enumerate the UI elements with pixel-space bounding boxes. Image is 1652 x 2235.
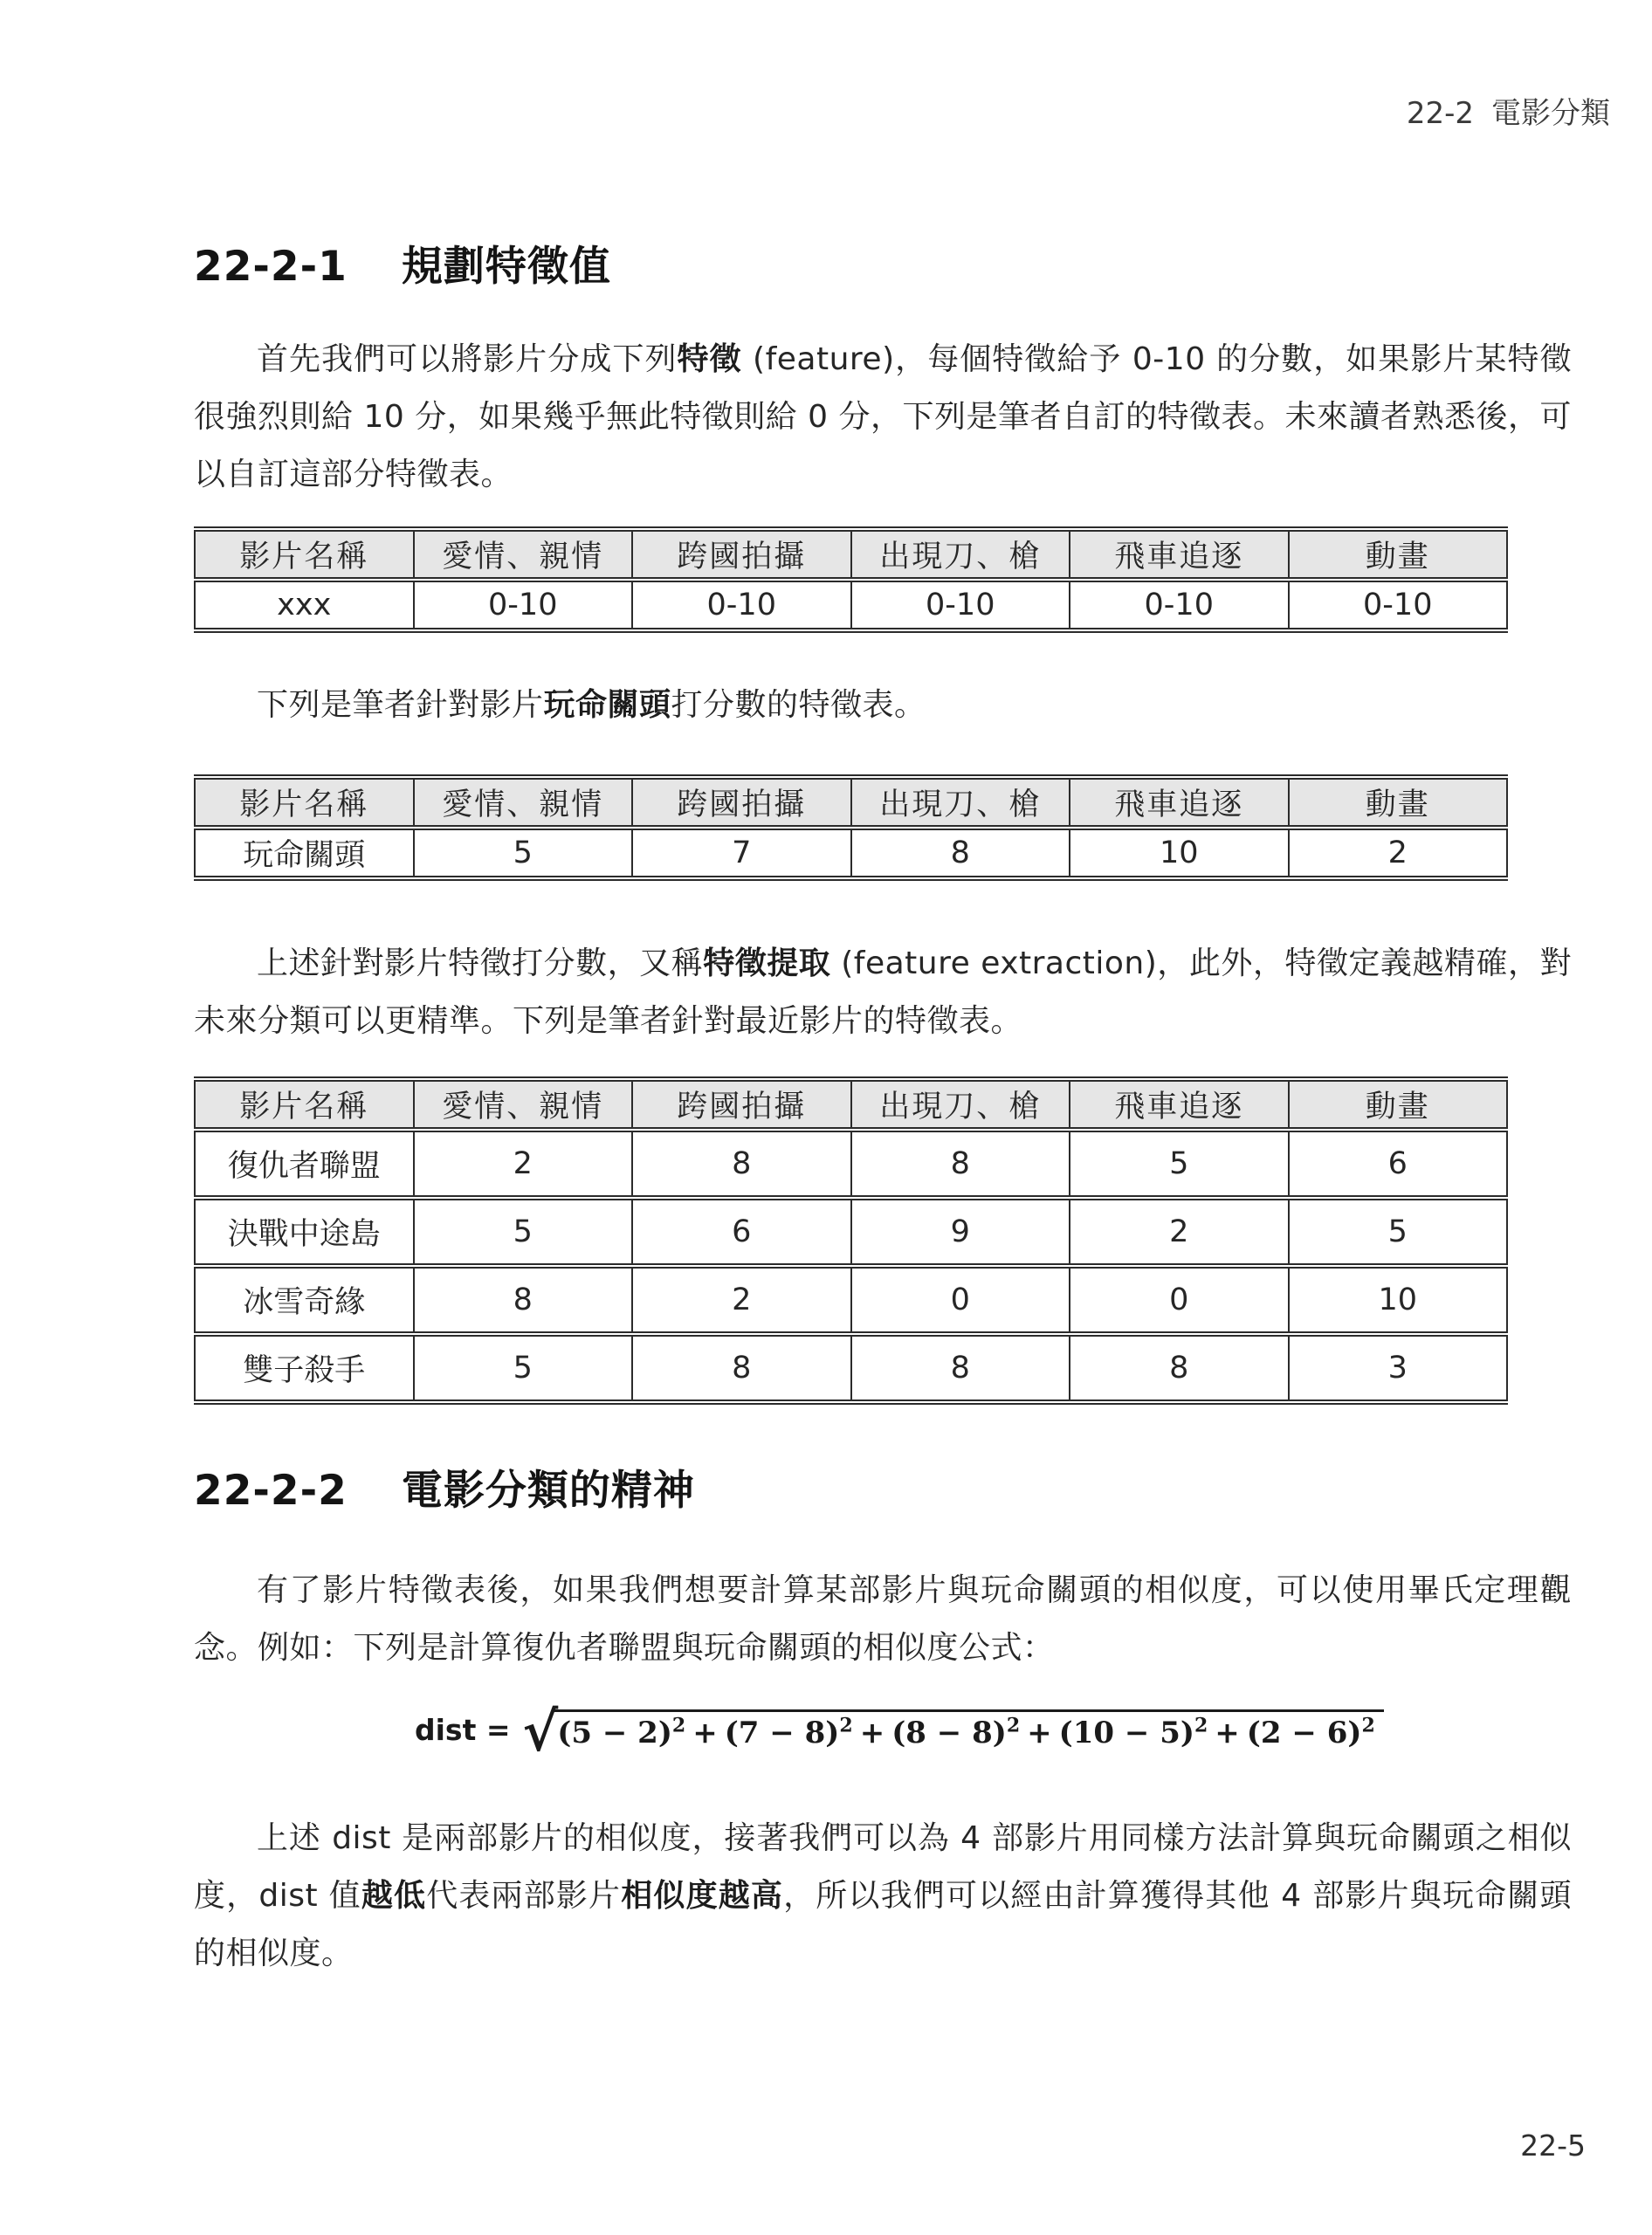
- paragraph-feature-intro: [194, 331, 1572, 504]
- column-header: 跨國拍攝: [632, 529, 851, 580]
- bold-text-run: 玩命關頭: [543, 687, 671, 723]
- score-cell: 8: [1070, 1334, 1289, 1402]
- score-cell: 0-10: [1289, 580, 1508, 630]
- column-header: 飛車追逐: [1070, 1079, 1289, 1130]
- running-header-section-title: 電影分類: [1491, 96, 1610, 131]
- bold-text-run: 特徵: [677, 341, 742, 377]
- formula-exponent: 2: [671, 1714, 686, 1737]
- table-row: [195, 580, 1507, 630]
- text-run: ，所以我們可以經由計算獲得其他 4 部影片與玩命關頭的相似度。: [194, 1878, 1572, 1971]
- score-cell: 9: [851, 1198, 1070, 1266]
- bold-text-run: 相似度越高: [621, 1878, 784, 1914]
- score-cell: 8: [851, 1130, 1070, 1198]
- score-cell: 6: [632, 1198, 851, 1266]
- score-cell: 8: [414, 1266, 633, 1334]
- formula-term: (10 − 5): [1058, 1715, 1194, 1750]
- plus-operator: +: [1027, 1715, 1052, 1750]
- score-cell: 0-10: [851, 580, 1070, 630]
- running-header-section-number: 22-2: [1406, 96, 1474, 131]
- movie-name-cell: 雙子殺手: [195, 1334, 414, 1402]
- score-cell: 5: [1070, 1130, 1289, 1198]
- table-header-row: [195, 529, 1507, 580]
- column-header: 愛情、親情: [414, 529, 633, 580]
- formula-lhs: dist =: [415, 1712, 511, 1747]
- score-cell: 0-10: [1070, 580, 1289, 630]
- text-run: (feature)，每個特徵給予 0-10 的分數，如果影片某特徵很強烈則給 10 分，如果幾乎無此特徵則給 0 分，下列是筆者自訂的特徵表。未來讀者熟悉後，可以自訂這部分特徵表。: [194, 341, 1572, 492]
- column-header: 影片名稱: [195, 1079, 414, 1130]
- score-cell: 0: [1070, 1266, 1289, 1334]
- score-cell: 2: [414, 1130, 633, 1198]
- page-content: [194, 0, 1572, 1983]
- table-row: [195, 1266, 1507, 1334]
- table-row: [195, 1130, 1507, 1198]
- plus-operator: +: [692, 1715, 718, 1750]
- paragraph-similarity-intro: [194, 1562, 1572, 1677]
- score-cell: 8: [851, 828, 1070, 878]
- movie-name-cell: 玩命關頭: [195, 828, 414, 878]
- score-cell: 10: [1070, 828, 1289, 878]
- column-header: 動畫: [1289, 777, 1508, 828]
- section-heading-title: 規劃特徵值: [401, 243, 611, 291]
- score-cell: 8: [851, 1334, 1070, 1402]
- column-header: 影片名稱: [195, 777, 414, 828]
- paragraph-feature-extraction: [194, 935, 1572, 1050]
- feature-template-table: [194, 526, 1508, 633]
- score-cell: 0-10: [414, 580, 633, 630]
- text-run: 上述針對影片特徵打分數，又稱: [257, 946, 704, 981]
- square-root-symbol: √: [522, 1700, 559, 1764]
- column-header: 出現刀、槍: [851, 1079, 1070, 1130]
- column-header: 愛情、親情: [414, 1079, 633, 1130]
- recent-movies-score-table: [194, 1076, 1508, 1405]
- formula-exponent: 2: [1361, 1714, 1375, 1737]
- bold-text-run: 越低: [361, 1878, 427, 1914]
- formula-term: (2 − 6): [1246, 1715, 1362, 1750]
- column-header: 飛車追逐: [1070, 529, 1289, 580]
- table-header-row: [195, 777, 1507, 828]
- column-header: 出現刀、槍: [851, 777, 1070, 828]
- bold-text-run: 特徵提取: [703, 946, 831, 981]
- column-header: 跨國拍攝: [632, 777, 851, 828]
- table-row: [195, 1198, 1507, 1266]
- text-run: 上述 dist 是兩部影片的相似度，接著我們可以為 4 部影片用同樣方法計算與玩命關頭之相似度，dist 值: [194, 1820, 1572, 1914]
- text-run: 下列是筆者針對影片: [257, 687, 544, 723]
- section-heading-number: 22-2-1: [194, 243, 348, 291]
- formula-radicand: [552, 1709, 1384, 1750]
- score-cell: 5: [414, 828, 633, 878]
- score-cell: 5: [1289, 1198, 1508, 1266]
- formula-exponent: 2: [839, 1714, 853, 1737]
- plus-operator: +: [1215, 1715, 1240, 1750]
- score-cell: 8: [632, 1334, 851, 1402]
- formula-exponent: 2: [1006, 1714, 1021, 1737]
- movie-name-cell: 復仇者聯盟: [195, 1130, 414, 1198]
- column-header: 動畫: [1289, 1079, 1508, 1130]
- section-heading-title: 電影分類的精神: [401, 1467, 695, 1515]
- section-heading-22-2-2: [194, 1468, 1572, 1515]
- score-cell: 2: [632, 1266, 851, 1334]
- table-row: [195, 1334, 1507, 1402]
- movie-name-cell: 冰雪奇緣: [195, 1266, 414, 1334]
- movie-name-cell: xxx: [195, 580, 414, 630]
- formula-term: (5 − 2): [557, 1715, 672, 1750]
- column-header: 影片名稱: [195, 529, 414, 580]
- plus-operator: +: [859, 1715, 885, 1750]
- table-header-row: [195, 1079, 1507, 1130]
- fast-furious-score-table: [194, 774, 1508, 881]
- score-cell: 5: [414, 1198, 633, 1266]
- text-run: (feature extraction)，此外，特徵定義越精確，對未來分類可以更精準。下列是筆者針對最近影片的特徵表。: [194, 946, 1572, 1039]
- score-cell: 2: [1070, 1198, 1289, 1266]
- distance-formula: [194, 1698, 1572, 1764]
- paragraph-dist-explanation: [194, 1810, 1572, 1983]
- column-header: 跨國拍攝: [632, 1079, 851, 1130]
- column-header: 出現刀、槍: [851, 529, 1070, 580]
- page-number: 22-5: [1520, 2128, 1586, 2163]
- text-run: 有了影片特徵表後，如果我們想要計算某部影片與玩命關頭的相似度，可以使用畢氏定理觀念。例如：下列是計算復仇者聯盟與玩命關頭的相似度公式：: [194, 1572, 1572, 1666]
- section-heading-number: 22-2-2: [194, 1467, 348, 1515]
- column-header: 飛車追逐: [1070, 777, 1289, 828]
- score-cell: 5: [414, 1334, 633, 1402]
- score-cell: 6: [1289, 1130, 1508, 1198]
- table-row: [195, 828, 1507, 878]
- formula-term: (8 − 8): [891, 1715, 1007, 1750]
- movie-name-cell: 決戰中途島: [195, 1198, 414, 1266]
- text-run: 打分數的特徵表。: [671, 687, 926, 723]
- text-run: 首先我們可以將影片分成下列: [257, 341, 678, 377]
- score-cell: 8: [632, 1130, 851, 1198]
- score-cell: 10: [1289, 1266, 1508, 1334]
- text-run: 代表兩部影片: [426, 1878, 622, 1914]
- column-header: 愛情、親情: [414, 777, 633, 828]
- column-header: 動畫: [1289, 529, 1508, 580]
- score-cell: 3: [1289, 1334, 1508, 1402]
- score-cell: 0: [851, 1266, 1070, 1334]
- section-heading-22-2-1: [194, 0, 1572, 291]
- formula-exponent: 2: [1194, 1714, 1208, 1737]
- formula-term: (7 − 8): [724, 1715, 840, 1750]
- score-cell: 0-10: [632, 580, 851, 630]
- score-cell: 2: [1289, 828, 1508, 878]
- paragraph-fast-furious-intro: [194, 677, 1572, 734]
- score-cell: 7: [632, 828, 851, 878]
